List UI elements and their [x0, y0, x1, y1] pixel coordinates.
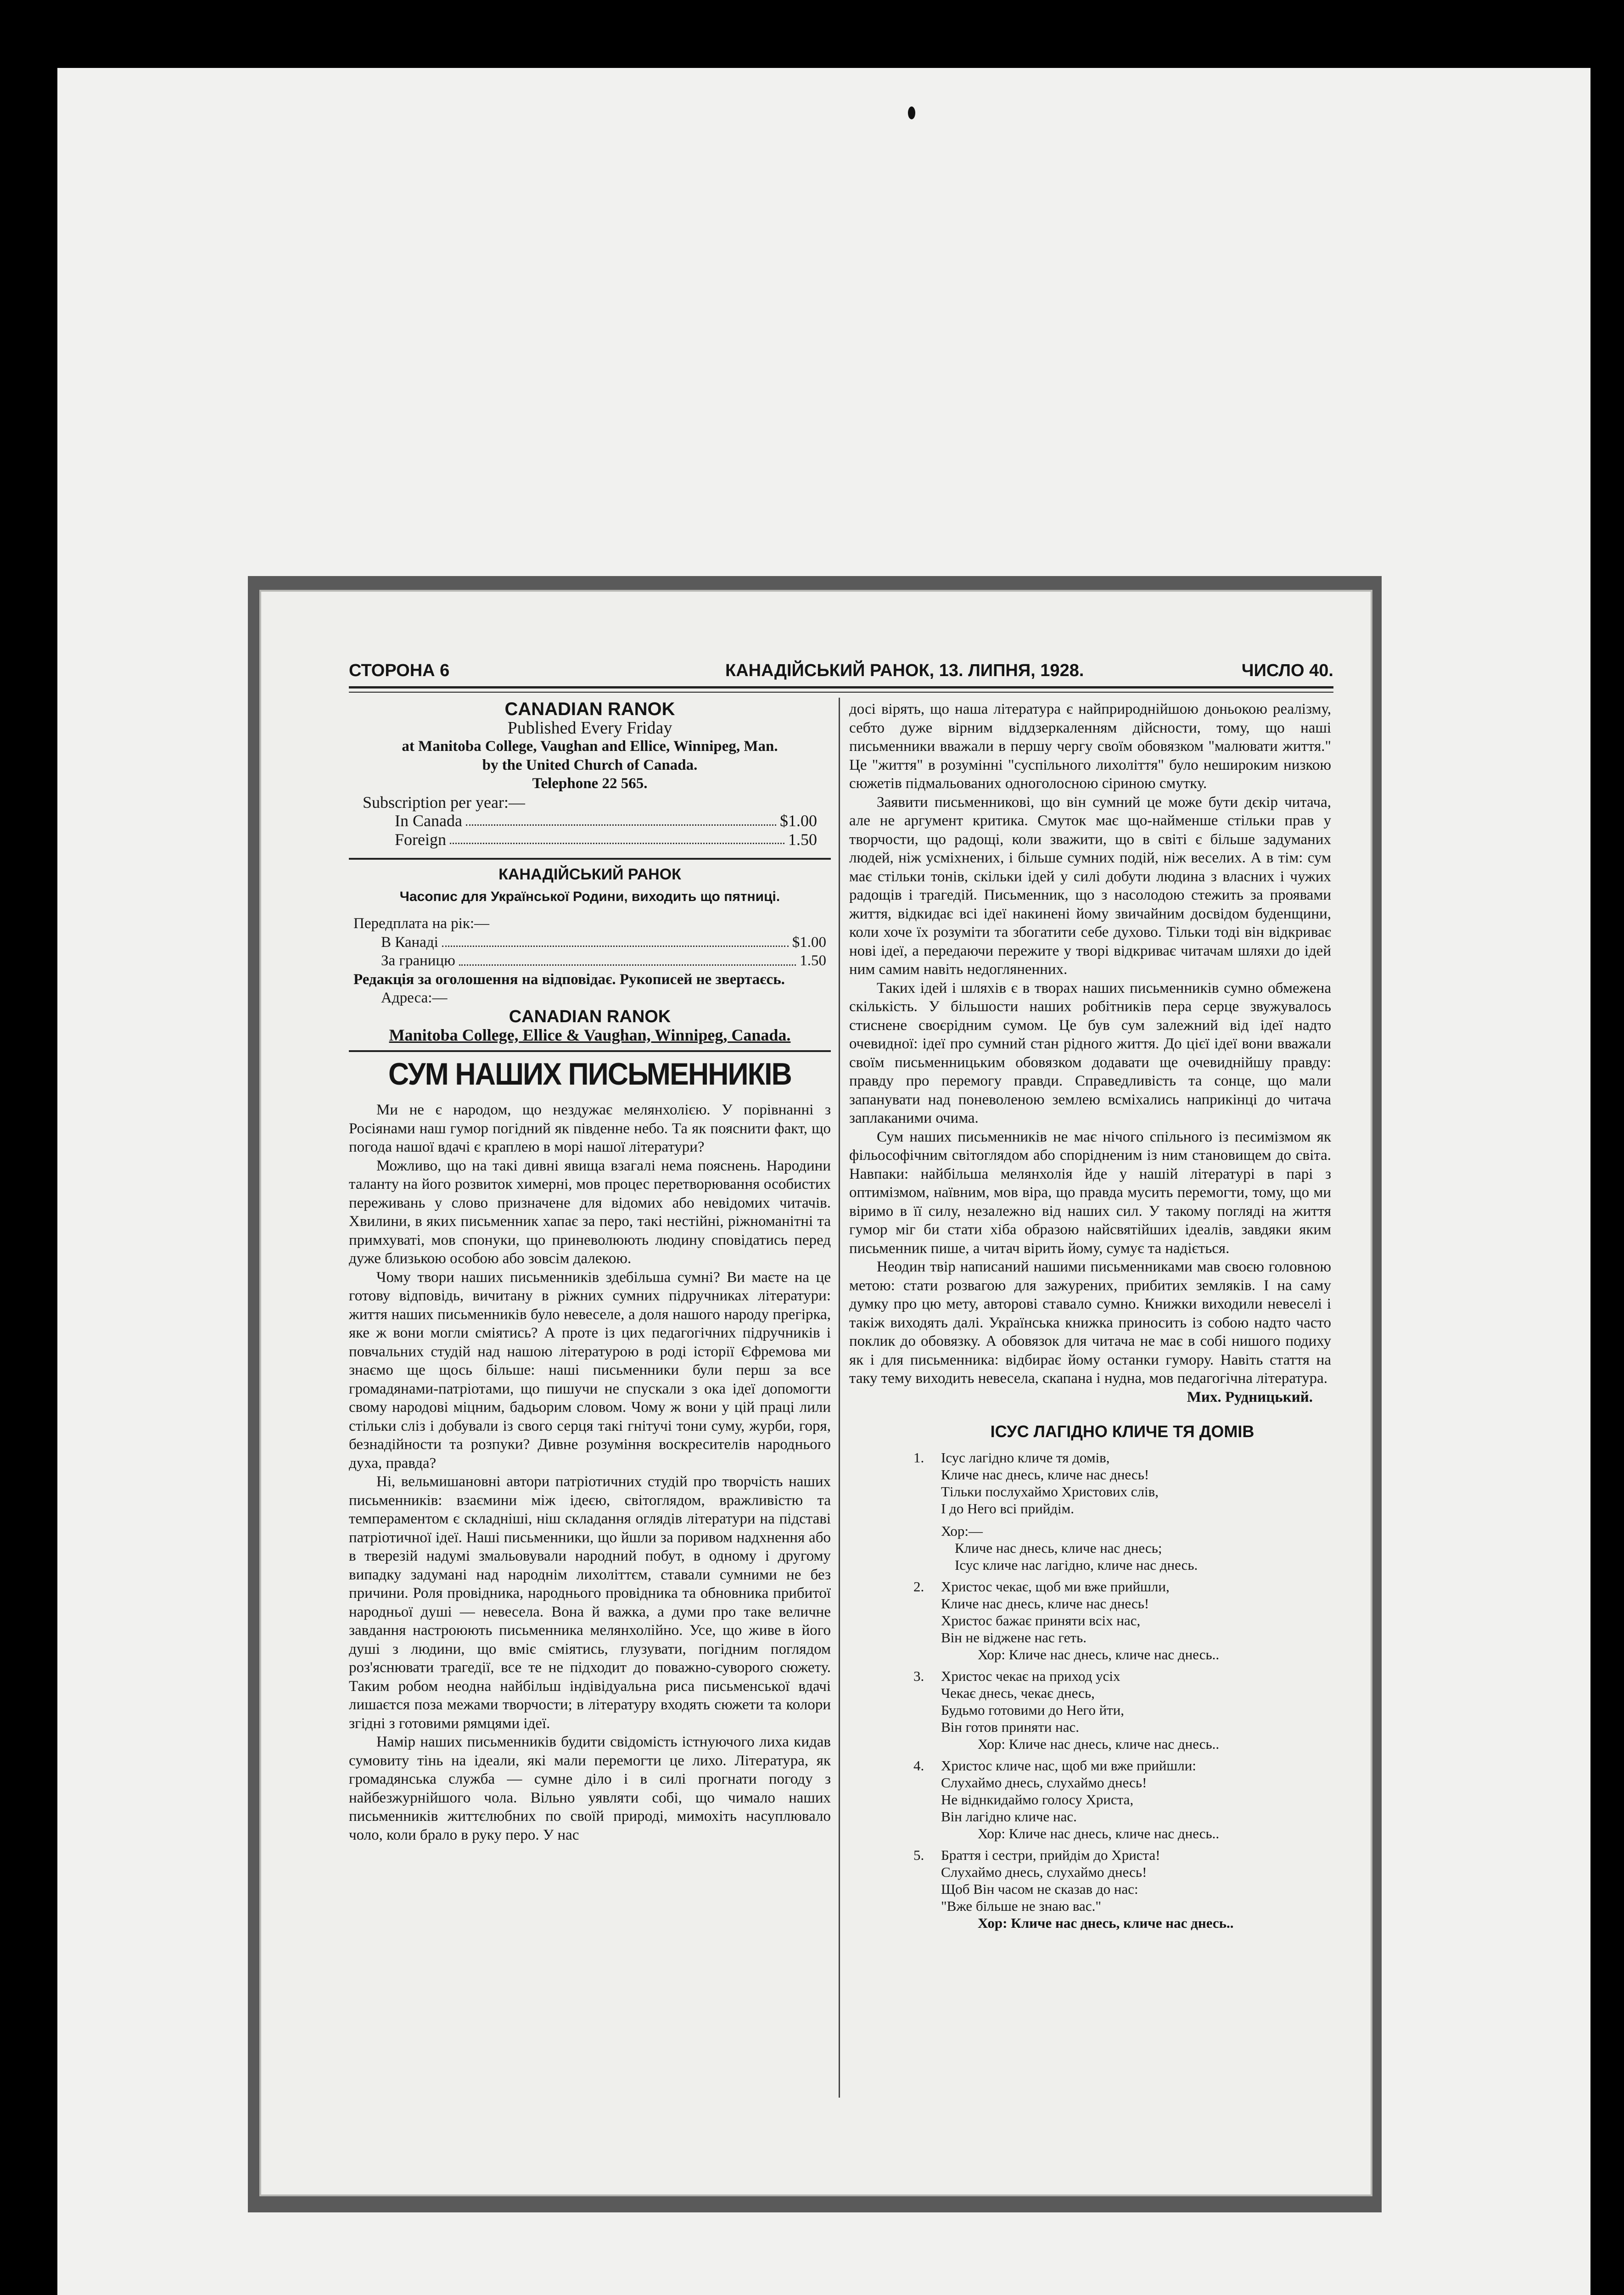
hymn-verse	[913, 1668, 1331, 1752]
verse-line: Він готов приняти нас.	[941, 1719, 1079, 1735]
address-title: CANADIAN RANOK	[509, 1007, 671, 1026]
author-signature: Мих. Рудницький.	[1187, 1388, 1313, 1405]
verse-line: І до Него всі прийдім.	[941, 1500, 1075, 1517]
english-rate-row	[363, 812, 817, 830]
verse-line: Слухаймо днесь, слухаймо днесь!	[941, 1864, 1147, 1880]
verse-line: Щоб Він часом не сказав до нас:	[941, 1881, 1138, 1897]
verse-number: 3.	[913, 1668, 924, 1684]
right-column	[849, 700, 1331, 1936]
rate-value: $1.00	[792, 934, 826, 951]
column-divider	[839, 698, 840, 2098]
english-info-box	[349, 700, 831, 849]
verse-line: Кличе нас днесь, кличе нас днесь!	[941, 1595, 1149, 1612]
rate-label: Foreign	[395, 830, 446, 849]
hymn-verse	[913, 1449, 1331, 1573]
box-rule	[349, 858, 831, 860]
verse-number: 4.	[913, 1758, 924, 1774]
hymn-verse	[913, 1757, 1331, 1842]
hymn-verse	[913, 1847, 1331, 1931]
chorus-line: Хор: Кличе нас днесь, кличе нас днесь..	[978, 1736, 1220, 1752]
english-address: at Manitoba College, Vaughan and Ellice, Winnipeg, Man.	[402, 738, 778, 755]
hymn-title: ІСУС ЛАГІДНО КЛИЧЕ ТЯ ДОМІВ	[990, 1422, 1254, 1441]
article-title: СУМ НАШИХ ПИСЬМЕННИКІВ	[388, 1056, 791, 1092]
rate-value: 1.50	[788, 830, 817, 849]
ukrainian-subscription-label: Передплата на рік:—	[353, 915, 490, 932]
verse-line: Христос кличе нас, щоб ми вже прийшли:	[941, 1758, 1196, 1774]
english-publisher: by the United Church of Canada.	[482, 756, 698, 773]
chorus-line: Хор: Кличе нас днесь, кличе нас днесь..	[978, 1915, 1234, 1931]
ukrainian-rate-row	[353, 933, 826, 952]
article-paragraph: Заявити письменникові, що він сумний це може бути дєкір читача, але не аргумент критика. Смуток має що-найменше стільки прав у творчости, що радощі, коли зважити, що в світі є більше задуманих людей, ніж усміхнених, і більше сумних подій, ніж веселих. А в тім: сум має стільки тонів, скільки ідей у силі добути людина з власних і чужих радощів і трагедій. Письменник, що з насолодою стежить за проявами життя, відкидає всі ідеї накинені йому звичайним досвідом буденщини, коли хоче їх розуміти та збогатити себе духово. Тільки тоді він відкриває нові ідеї, а передаючи пережите у творі відкриває читачам шляхи до ідей ним самим навіть недогляненних.	[849, 794, 1331, 978]
rate-value: 1.50	[800, 952, 826, 969]
english-rate-row	[363, 830, 817, 849]
verse-line: Ісус лагідно кличе тя домів,	[941, 1450, 1110, 1466]
article-paragraph: Неодин твір написаний нашими письменниками мав своєю головною метою: стати розвагою для зажурених, прибитих земляків. І на саму думку про цю мету, авторові ставало сумно. Книжки виходили невеселі і такіж виходять далі. Українська книжка приносить із собою надто часто поклик до обовязку. А обовязок для читача не має в собі нишого подиху як і для письменника: відбирає йому останки гумору. Навіть стаття на таку тему виходить невесела, скапана і нудна, мов педагогічна література.	[849, 1259, 1331, 1387]
ukrainian-rate-row	[353, 952, 826, 970]
address-line: Manitoba College, Ellice & Vaughan, Winnipeg, Canada.	[389, 1026, 791, 1044]
verse-line: Браття і сестри, прийдім до Христа!	[941, 1847, 1160, 1863]
rate-value: $1.00	[780, 812, 817, 830]
verse-line: Будьмо готовими до Него йти,	[941, 1702, 1125, 1718]
article-paragraph: Сум наших письменників не має нічого спільного із песимізмом як фільософічним світоглядом або спорідненим із ним становищем до світа. Навпаки: найбільша мелянхолія йде у нашій літературі в парі з оптимізмом, наївним, мов віра, що правда мусить перемогти, тому, що ми віримо в її силу, незалежно від наших сил. У такому погляді на життя гумор міг би стати хіба образою найсвятійших ідеалів, завдяки яким письменник пише, а читач вірить йому, сумує та надіється.	[849, 1128, 1331, 1257]
verse-line: Слухаймо днесь, слухаймо днесь!	[941, 1774, 1147, 1791]
page-number: СТОРОНА 6	[349, 661, 450, 680]
article-paragraph: Ми не є народом, що нездужає мелянхолією. У порівнанні з Росіянами наш гумор погідний як південне небо. Та як пояснити факт, що погода нашої вдачі є краплею в морі нашої літератури?	[349, 1102, 831, 1155]
masthead-date: КАНАДІЙСЬКИЙ РАНОК, 13. ЛИПНЯ, 1928.	[725, 661, 1084, 680]
article-paragraph: Намір наших письменників будити свідомість істнуючого лиха кидав сумовиту тінь на ідеали, які мали перемогти це лихо. Література, як громадянська служба — сумне діло і в силі прогнати погоду з найбезжурнійшого чола. Вільно уявляти собі, що чимало наших письменників життєлюбних по своїй природі, мимохіть насуплювало чоло, коли брало в руку перо. У нас	[349, 1734, 831, 1843]
article-paragraph: Таких ідей і шляхів є в творах наших письменників сумно обмежена скількість. У більшости наших робітників пера серце звужувалось стиснене своєрідним сумом. Це був сум залежний від ідеї надто очевидної: ідеї про сумний стан рідного життя. До цієї ідеї вони вважали своїм письменницьким обовязком додавати ще очевиднійшу правду: правду про перемогу правди. Справедливість та сонце, що мали запанувати над поневоленою землею всміхались наприкінці до читача заплаканими очима.	[849, 980, 1331, 1126]
article-paragraph: Ні, вельмишановні автори патріотичних студій про творчість наших письменників: взаємини між ідеєю, світоглядом, вражливістю та темпераментом є складніші, ніш складання оглядів літератури на підставі патріотичної ідеї. Наші письменники, що йшли за поривом надхнення або в тверезій надумі змальовували народний побут, в одному і другому випадку задумані над народнім лихоліттєм, ставали сумними не без причини. Роля провідника, народнього провідника та обновника прибитої народньої душі — невесела. Вона й важка, а думи про таке величне завдання настроюють письменника мелянхолійно. Усе, що живе в його душі з людини, що вміє сміятись, глузувати, погідним поглядом роз'яснювати трагедії, все те не підходит до поважно-суворого сюжету. Таким робом неодна найбільш індівідуальна риса письменської вдачі лишаєтся поза межами творчости; в літературу входять сюжети та колори згідні з готовими рямцями ідеї.	[349, 1473, 831, 1732]
left-column	[349, 700, 831, 1844]
chorus-line: Ісус кличе нас лагідно, кличе нас днесь.	[955, 1557, 1198, 1573]
chorus-line: Хор: Кличе нас днесь, кличе нас днесь..	[978, 1646, 1220, 1662]
page-header	[349, 661, 1333, 684]
editorial-note: Редакція за оголошення на відповідає. Рукописей не звертаєсь.	[353, 971, 785, 988]
verse-line: Він лагідно кличе нас.	[941, 1808, 1077, 1825]
verse-line: "Вже більше не знаю вас."	[941, 1898, 1101, 1914]
verse-line: Він не віджене нас геть.	[941, 1629, 1086, 1646]
verse-number: 5.	[913, 1847, 924, 1863]
leader-dots	[466, 812, 776, 826]
english-telephone: Telephone 22 565.	[532, 775, 648, 792]
rate-label: За границю	[381, 952, 455, 969]
newspaper-page	[259, 590, 1372, 2196]
leader-dots	[442, 933, 789, 947]
verse-line: Чекає днесь, чекає днесь,	[941, 1685, 1095, 1701]
verse-line: Кличе нас днесь, кличе нас днесь!	[941, 1467, 1149, 1483]
ukrainian-info-box	[349, 865, 831, 1045]
header-rule-thin	[349, 692, 1333, 693]
issue-number: ЧИСЛО 40.	[1241, 661, 1333, 680]
english-subscription-label: Subscription per year:—	[363, 793, 525, 812]
rate-label: In Canada	[395, 812, 462, 830]
verse-line: Не віднкидаймо голосу Христа,	[941, 1791, 1134, 1808]
verse-number: 1.	[913, 1450, 924, 1466]
chorus-line: Кличе нас днесь, кличе нас днесь;	[955, 1540, 1162, 1556]
ukrainian-subtitle: Часопис для Української Родини, виходить що пятниці.	[399, 889, 780, 904]
header-rule	[349, 686, 1333, 688]
verse-line: Христос чекає, щоб ми вже прийшли,	[941, 1579, 1170, 1595]
rate-label: В Канаді	[381, 934, 438, 951]
dust-speck	[908, 106, 915, 119]
verse-line: Христос бажає приняти всіх нас,	[941, 1612, 1141, 1629]
ukrainian-title: КАНАДІЙСЬКИЙ РАНОК	[498, 866, 681, 883]
verse-line: Тільки послухаймо Христових слів,	[941, 1483, 1159, 1500]
hymn	[913, 1423, 1331, 1931]
chorus-line: Хор: Кличе нас днесь, кличе нас днесь..	[978, 1825, 1220, 1842]
article-paragraph: Можливо, що на такі дивні явища взагалі нема пояснень. Народини таланту на його розвиток химерні, мов процес перетворювання особистих переживань у слово призначене для відомих або невідомих читачів. Хвилини, в яких письменник хапає за перо, такі нестійні, ріжноманітні та примхуваті, мов спонуки, що приневолюють людину сповідатись перед дуже близькою особою або зовсім далекою.	[349, 1157, 831, 1267]
leader-dots	[459, 952, 796, 966]
hymn-verse	[913, 1578, 1331, 1663]
chorus-label: Хор:—	[941, 1523, 983, 1539]
article-paragraph: досі вірять, що наша література є найприроднійшою доньокою реалізму, себто дуже вірним віддзеркаленням дійсности, тому, що наші письменники вважали в першу чергу своїм обовязком "малювати життя." Це "життя" в розумінні "суспільного лихоліття" було нешироким низкою сюжетів підмальованих одноголосною сіриною смутку.	[849, 701, 1331, 792]
verse-line: Христос чекає на приход усіх	[941, 1668, 1120, 1684]
box-rule	[349, 1050, 831, 1052]
english-published: Published Every Friday	[507, 718, 672, 738]
article-paragraph: Чому твори наших письменників здебільша сумні? Ви маєте на це готову відповідь, вичитану в ріжних сумних підручниках літератури: життя наших письменників було невеселе, а доля нашого народу прегірка, яке ж вони могли сміятись? А проте із цих педагогічних підручників і повчальних студій над нашою літературою в роді історії Єфремова ми знаємо ще щось більше: наші письменники були перш за все громадянами-патріотами, що пишучи не спускали з ока ідеї допомогти свому народові міцним, бадьорим словом. Чому ж вони у цій праці лили стільки сліз і добували із свого серця такі гнітучі тони суму, журби, горя, безнадійности та розпуки? Дивне розуміння воскресителів народнього духа, правда?	[349, 1269, 831, 1472]
address-label: Адреса:—	[381, 990, 448, 1006]
verse-number: 2.	[913, 1579, 924, 1595]
english-title: CANADIAN RANOK	[504, 699, 675, 719]
leader-dots	[450, 830, 784, 845]
